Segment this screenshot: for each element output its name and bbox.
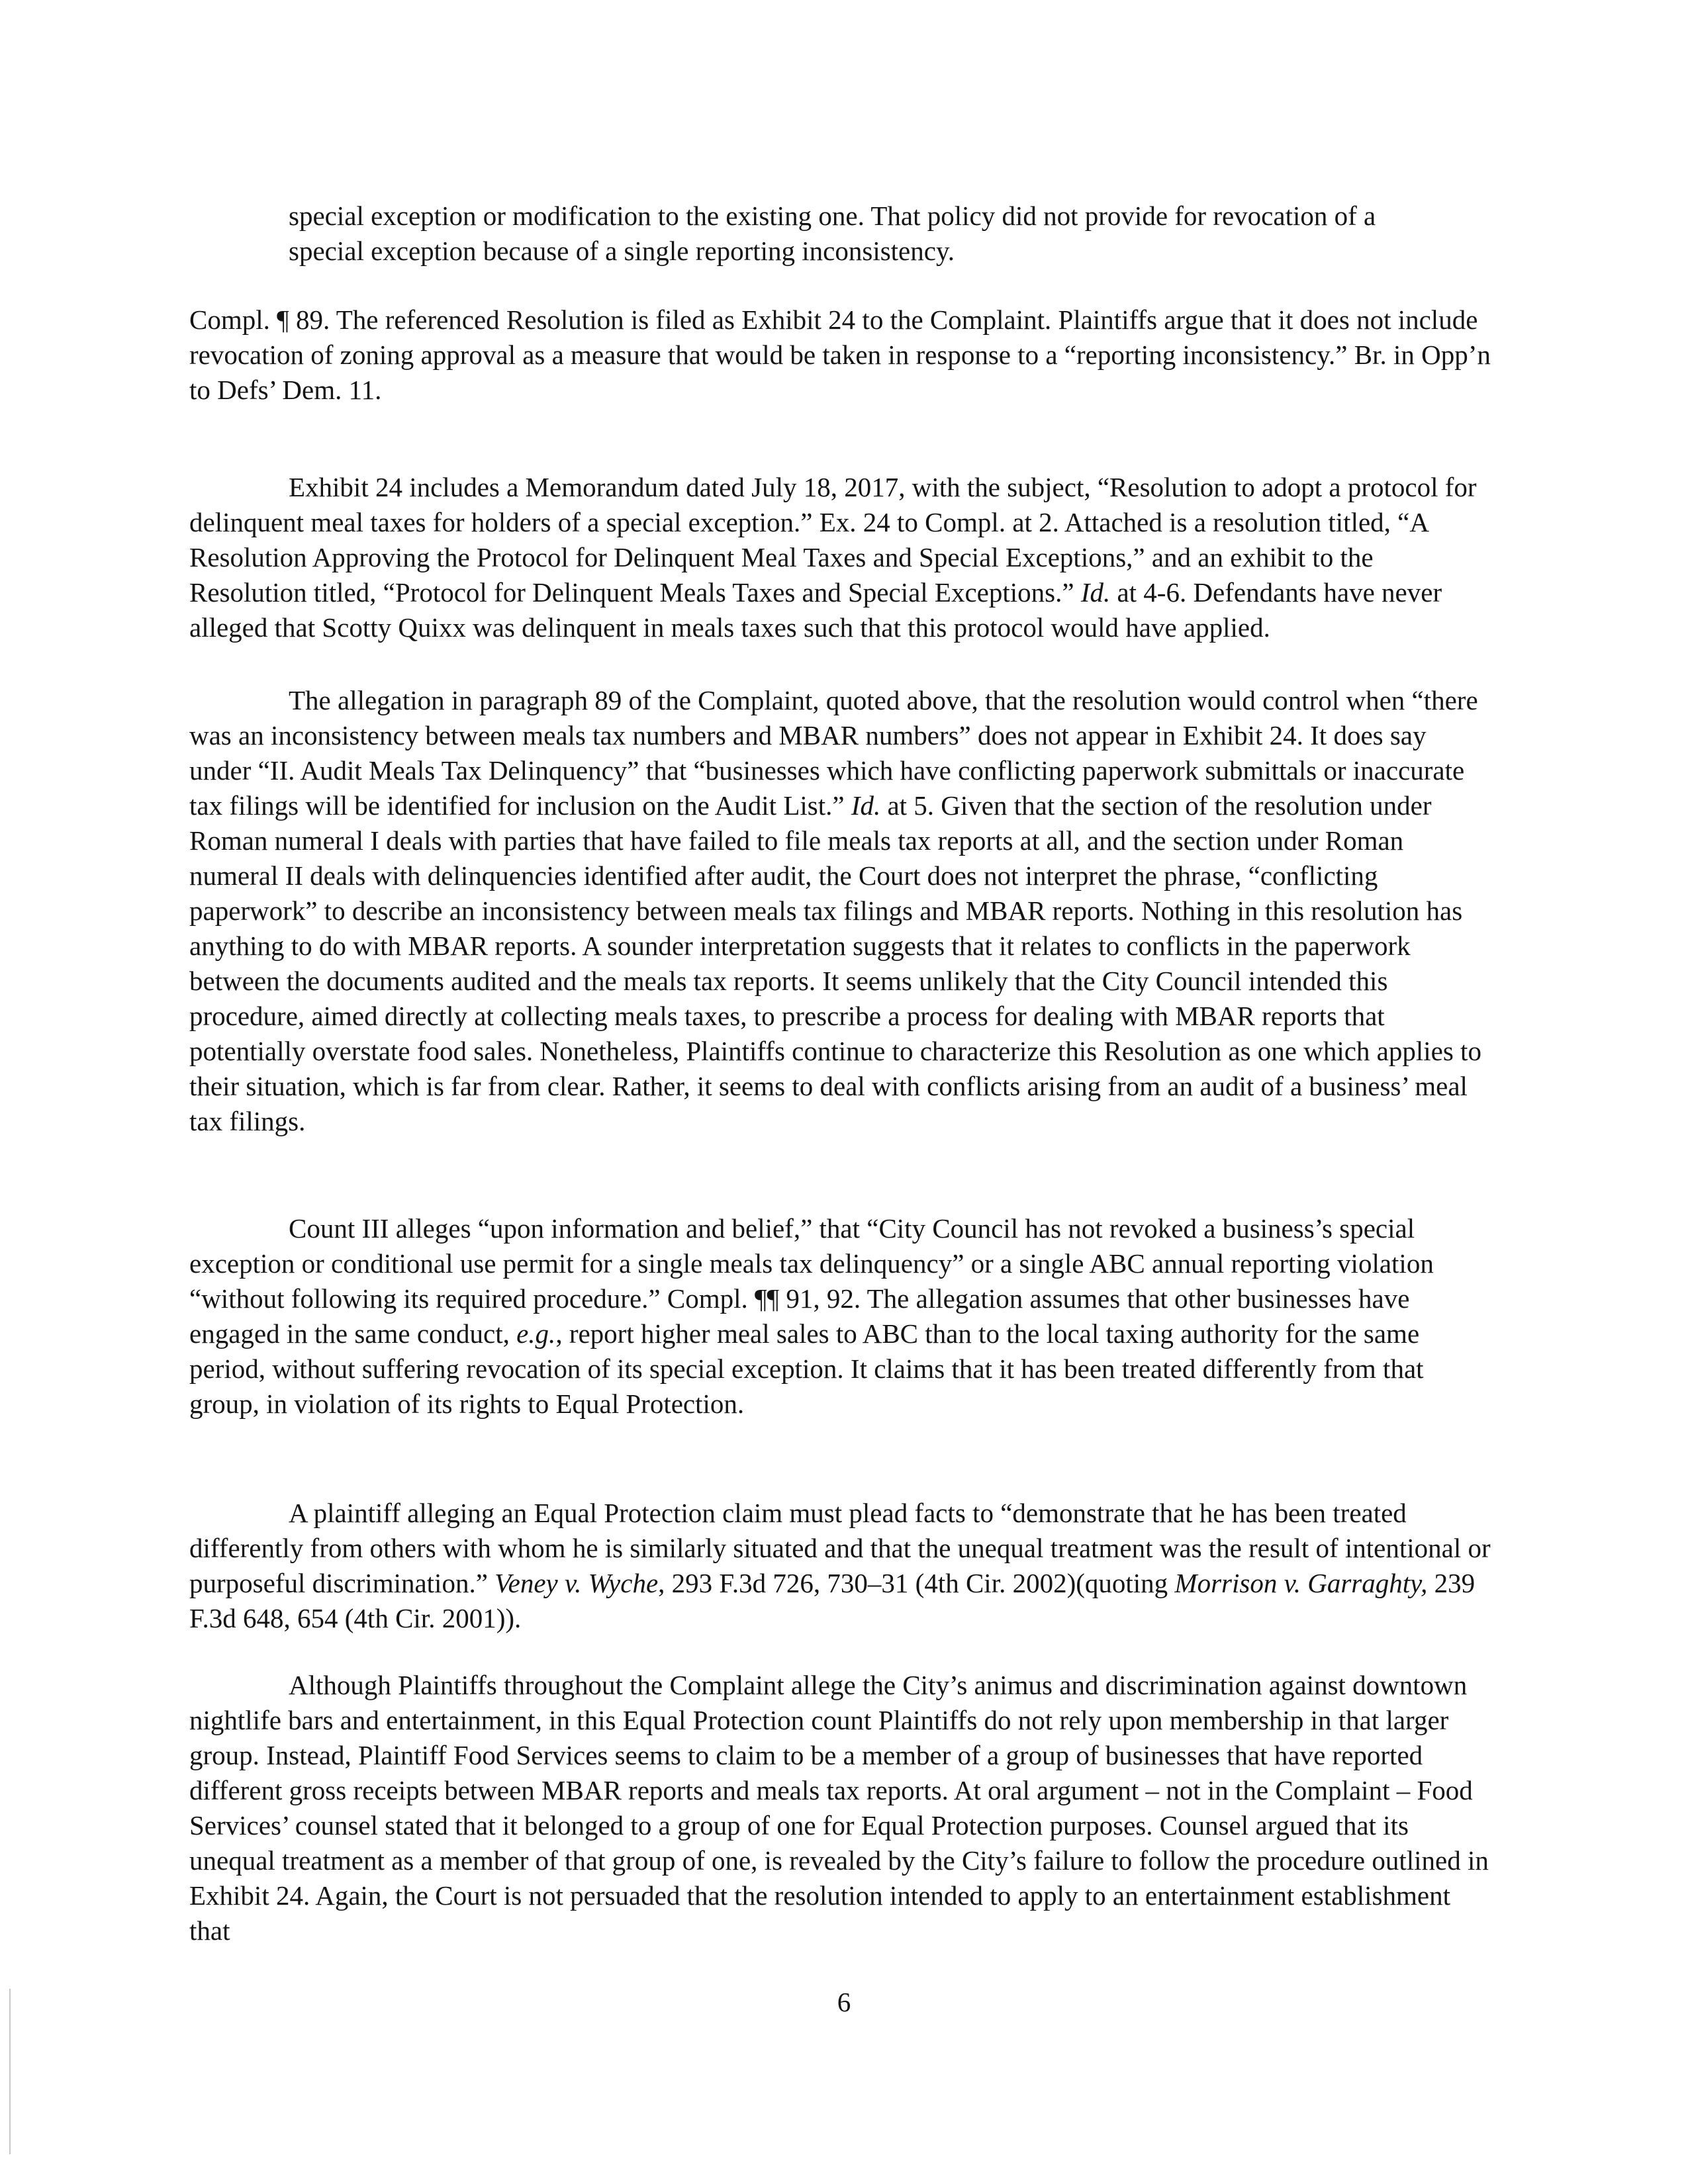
case-name: Veney v. Wyche [494,1568,659,1598]
paragraph-text [189,683,1493,1139]
text-run: Count III alleges “upon information and belief,” that “City Council has not revoked a business’s special exception or conditional use permit for a single meals tax delinquency” or a single ABC annual reporting violation “without following its required procedure.” Compl. ¶¶ 91, 92. The allegation assumes that other businesses have engaged in the same conduct, [189,1213,1434,1349]
paragraph-equal-protection [189,1496,1493,1636]
citation-eg: e.g. [516,1318,556,1349]
block-quote: special exception or modification to the existing one. That policy did not provide for revocation of a special exception because of a single reporting inconsistency. [289,201,1376,266]
page-number: 6 [837,1987,851,2017]
paragraph-text: Compl. ¶ 89. The referenced Resolution is filed as Exhibit 24 to the Complaint. Plaintiffs argue that it does not include revocation of zoning approval as a measure that would be taken in response to a “reporting inconsistency.” Br. in Opp’n to Defs’ Dem. 11. [189,304,1491,405]
paragraph-although [189,1668,1493,1948]
text-run: at 4-6. Defendants have never alleged that Scotty Quixx was delinquent in meals taxes such that this protocol would have applied. [189,577,1442,643]
text-run: The allegation in paragraph 89 of the Complaint, quoted above, that the resolution would control when “there was an inconsistency between meals tax numbers and MBAR numbers” does not appear in Exhibit 24. It does say under “II. Audit Meals Tax Delinquency” that “businesses which have conflicting paperwork submittals or inaccurate tax filings will be identified for inclusion on the Audit List.” [189,685,1478,821]
paragraph-text [189,470,1493,645]
paragraph-count-iii [189,1211,1493,1422]
text-run: Exhibit 24 includes a Memorandum dated July 18, 2017, with the subject, “Resolution to adopt a protocol for delinquent meal taxes for holders of a special exception.” Ex. 24 to Compl. at 2. Attached is a resolution titled, “A Resolution Approving the Protocol for Delinquent Meal Taxes and Special Exceptions,” and an exhibit to the Resolution titled, “Protocol for Delinquent Meals Taxes and Special Exceptions.” [189,472,1477,608]
text-run: A plaintiff alleging an Equal Protection claim must plead facts to “demonstrate that he has been treated differently from others with whom he is similarly situated and that the unequal treatment was the result of intentional or purposeful discrimination.” [189,1498,1491,1598]
paragraph-compl-89 [189,302,1493,408]
text-run: , 293 F.3d 726, 730–31 (4th Cir. 2002)(quoting [658,1568,1175,1598]
case-name: Morrison v. Garraghty, [1174,1568,1428,1598]
paragraph-text: Although Plaintiffs throughout the Complaint allege the City’s animus and discrimination against downtown nightlife bars and entertainment, in this Equal Protection count Plaintiffs do not rely upon membership in that larger group. Instead, Plaintiff Food Services seems to claim to be a member of a group of businesses that have reported different gross receipts between MBAR reports and meals tax reports. At oral argument – not in the Complaint – Food Services’ counsel stated that it belonged to a group of one for Equal Protection purposes. Counsel argued that its unequal treatment as a member of that group of one, is revealed by the City’s failure to follow the procedure outlined in Exhibit 24. Again, the Court is not persuaded that the resolution intended to apply to an entertainment establishment that [189,1670,1489,1946]
paragraph-text [189,1211,1493,1422]
citation-id: Id. [851,790,881,821]
text-run: 239 F.3d 648, 654 (4th Cir. 2001)). [189,1568,1476,1633]
paragraph-allegation-89 [189,683,1493,1139]
paragraph-exhibit-24 [189,470,1493,645]
text-run: , report higher meal sales to ABC than to the local taxing authority for the same period, without suffering revocation of its special exception. It claims that it has been treated differently from that group, in violation of its rights to Equal Protection. [189,1318,1424,1419]
scan-margin-line [9,1989,11,2154]
paragraph-text [189,1496,1493,1636]
citation-id: Id. [1080,577,1111,608]
text-run: at 5. Given that the section of the resolution under Roman numeral I deals with parties that have failed to file meals tax reports at all, and the section under Roman numeral II deals with delinquencies identified after audit, the Court does not interpret the phrase, “conflicting paperwork” to describe an inconsistency between meals tax filings and MBAR reports. Nothing in this resolution has anything to do with MBAR reports. A sounder interpretation suggests that it relates to conflicts in the paperwork between the documents audited and the meals tax reports. It seems unlikely that the City Council intended this procedure, aimed directly at collecting meals taxes, to prescribe a process for dealing with MBAR reports that potentially overstate food sales. Nonetheless, Plaintiffs continue to characterize this Resolution as one which applies to their situation, which is far from clear. Rather, it seems to deal with conflicts arising from an audit of a business’ meal tax filings. [189,790,1481,1136]
